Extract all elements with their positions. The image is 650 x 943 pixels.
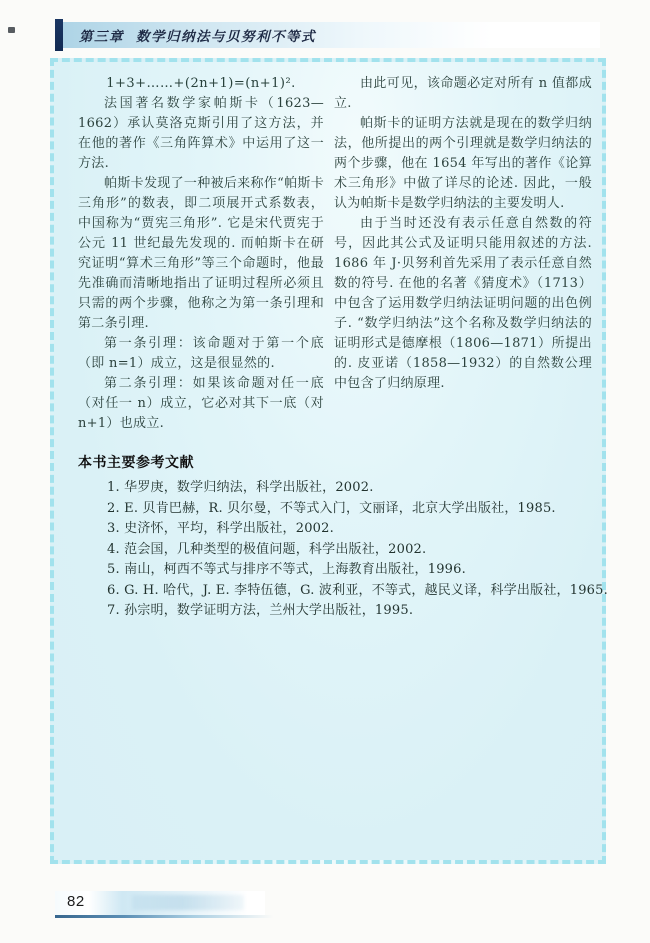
reference-item: 1. 华罗庚，数学归纳法，科学出版社，2002. [107,480,374,495]
paragraph-second-lemma: 第二条引理：如果该命题对任一底（对任一 n）成立，它必对其下一底（对 n+1）也成立. [78,376,324,431]
paragraph-first-lemma: 第一条引理：该命题对于第一个底（即 n=1）成立，这是很显然的. [78,336,324,371]
chapter-header-accent-bar [55,19,63,51]
footer-ghost-print [132,895,244,910]
references-heading: 本书主要参考文献 [78,454,194,470]
article-left-column [78,74,324,434]
paragraph-pascal-method: 帕斯卡的证明方法就是现在的数学归纳法，他所提出的两个引理就是数学归纳法的两个步骤，他在 1654 年写出的著作《论算术三角形》中做了详尽的论述. 因此，一般认为帕斯卡是数学归纳法的主要发明人. [334,116,592,211]
paragraph-bernoulli-history: 由于当时还没有表示任意自然数的符号，因此其公式及证明只能用叙述的方法. 1686 年 J·贝努利首先采用了表示任意自然数的符号. 在他的名著《猜度术》（1713）中包含了运用数学归纳法证明问题的出色例子. “数学归纳法”这个名称及数学归纳法的证明形式是德摩根（1806—1871）所提出的. 皮亚诺（1858—1932）的自然数公理中包含了归纳原理. [334,216,592,391]
page-number: 82 [67,893,85,910]
chapter-header-band [63,22,600,48]
paragraph-pascal-intro: 法国著名数学家帕斯卡（1623—1662）承认莫洛克斯引用了这方法，并在他的著作《三角阵算术》中运用了这一方法. [78,96,324,171]
chapter-name: 数学归纳法与贝努利不等式 [136,29,316,44]
chapter-label: 第三章 [79,29,124,44]
chapter-title [63,25,316,45]
article-right-column [334,74,592,394]
reference-item: 7. 孙宗明，数学证明方法，兰州大学出版社，1995. [107,603,414,618]
reference-item: 6. G. H. 哈代，J. E. 李特伍德，G. 波利亚，不等式，越民义译，科学出版社，1965. [107,582,608,598]
reference-item: 5. 南山，柯西不等式与排序不等式，上海教育出版社，1996. [107,562,466,577]
reference-item: 4. 范会国，几种类型的极值问题，科学出版社，2002. [107,541,427,557]
reference-item: 3. 史济怀，平均，科学出版社，2002. [107,521,334,536]
paragraph-pascal-triangle: 帕斯卡发现了一种被后来称作“帕斯卡三角形”的数表，即二项展开式系数表，中国称为“贾宪三角形”. 它是宋代贾宪于公元 11 世纪最先发现的. 而帕斯卡在研究证明“算术三角形”等三个命题时，他最先准确而清晰地指出了证明过程所必须且只需的两个步骤，他称之为第一条引理和第二条引理. [78,176,324,331]
scan-artifact [8,27,15,33]
references-section [78,452,608,622]
footer-underline [55,915,285,918]
paragraph-conclusion: 由此可见，该命题必定对所有 n 值都成立. [334,76,592,111]
reference-item: 2. E. 贝肯巴赫，R. 贝尔曼，不等式入门，文丽译，北京大学出版社，1985. [107,500,556,516]
induction-formula: 1+3+……+(2n+1)=(n+1)². [106,76,296,91]
